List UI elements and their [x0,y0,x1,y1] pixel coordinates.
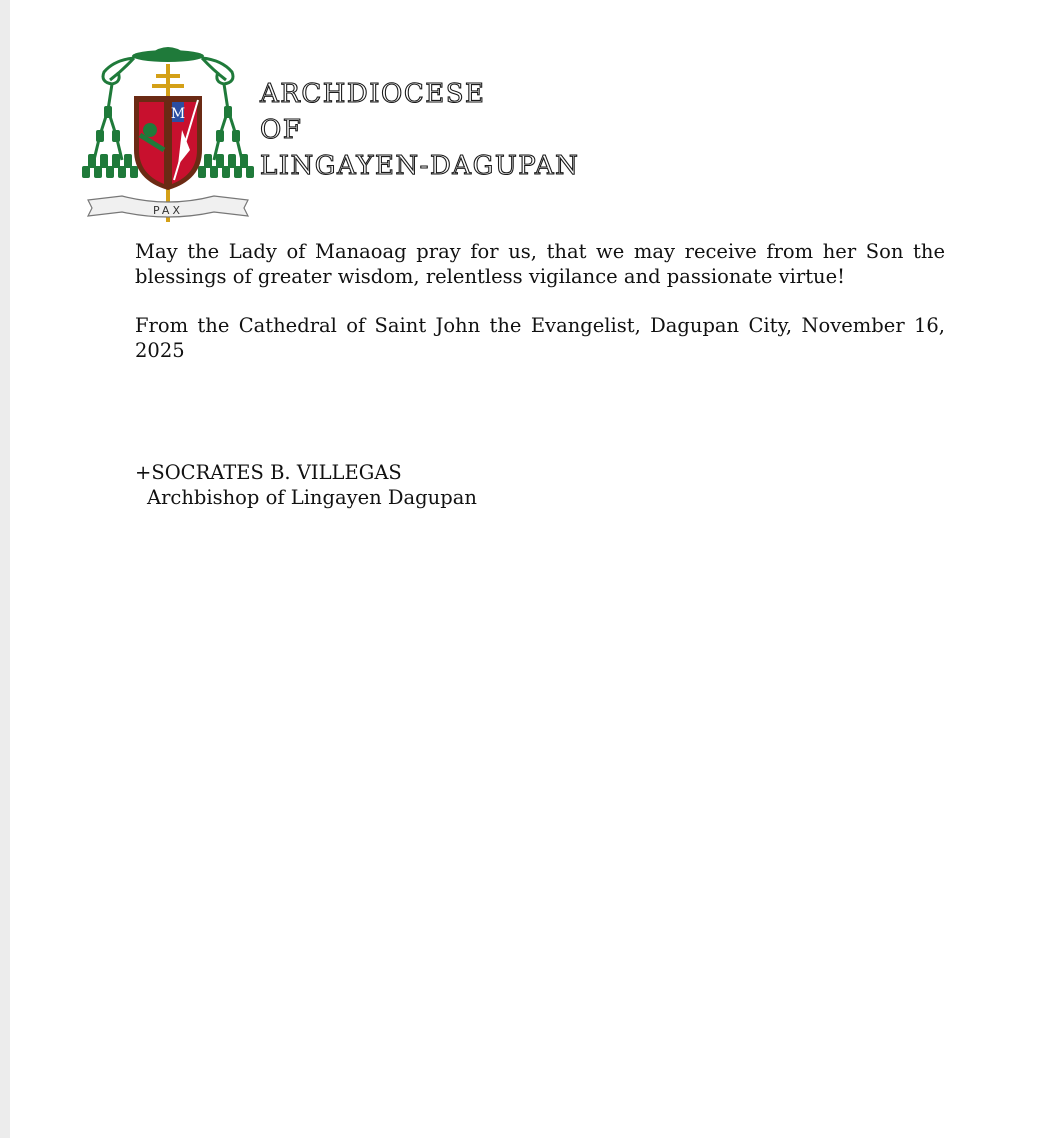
title-line-3: LINGAYEN-DAGUPAN [260,151,580,181]
signatory-name: +SOCRATES B. VILLEGAS [135,461,402,484]
title-line-2: OF [260,115,303,145]
prayer-paragraph: May the Lady of Manaoag pray for us, that we may receive from her Son the blessings of greater wisdom, relentless vigilance and passionate virtue! [135,240,945,288]
signatory-title: Archbishop of Lingayen Dagupan [147,486,477,509]
marian-monogram: M [170,106,186,122]
signature-block [135,460,477,510]
shield-charge-left [143,123,157,137]
archdiocese-title [260,76,579,184]
document-page [10,0,1061,1138]
right-tassels [198,106,254,178]
coat-of-arms-logo [78,40,258,225]
motto-text: PAX [153,204,183,217]
galero-crown [150,47,186,54]
dateline-paragraph: From the Cathedral of Saint John the Evangelist, Dagupan City, November 16, 2025 [135,314,945,362]
title-line-1: ARCHDIOCESE [260,79,486,109]
left-tassels [82,106,138,178]
